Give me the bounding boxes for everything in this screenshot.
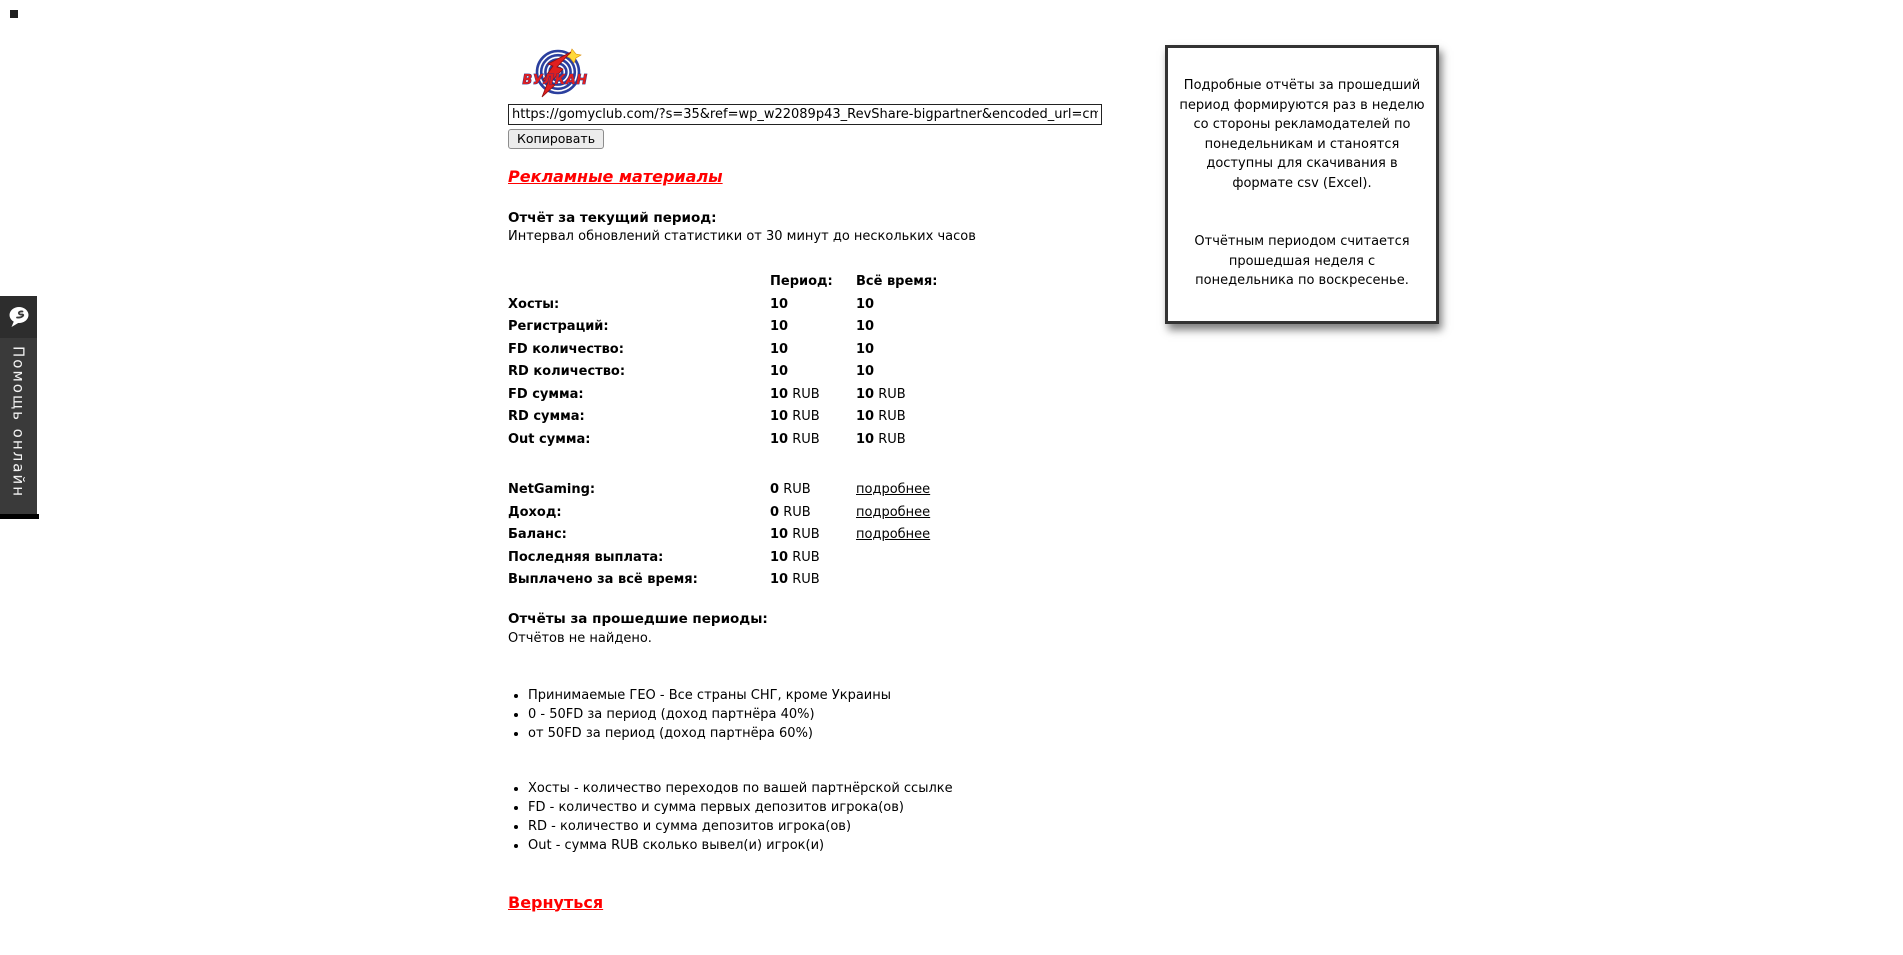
summary-unit: RUB — [783, 482, 811, 497]
table-row — [508, 294, 1128, 317]
alltime-value: 10 — [856, 341, 875, 357]
table-row — [508, 316, 1128, 339]
list-item: • от 50FD за период (доход партнёра 60%) — [528, 724, 1128, 743]
alltime-unit: RUB — [878, 386, 906, 402]
past-reports-heading: Отчёты за прошедшие периоды: — [508, 610, 768, 627]
row-label: Регистраций: — [508, 319, 609, 334]
summary-value: 10 — [770, 549, 789, 565]
table-row — [508, 429, 1128, 452]
row-label: Хосты: — [508, 296, 560, 312]
row-label: RD количество: — [508, 364, 626, 379]
summary-value: 10 — [770, 572, 789, 587]
help-tab-shadow — [0, 514, 39, 519]
period-value: 10 — [770, 364, 789, 379]
alltime-unit: RUB — [878, 431, 906, 447]
row-label: FD сумма: — [508, 386, 584, 402]
income-details-link[interactable]: подробнее — [856, 504, 931, 520]
online-help-tab[interactable] — [0, 296, 37, 519]
table-header-row — [508, 271, 1128, 294]
summary-value: 0 — [770, 504, 780, 520]
col-alltime-header: Всё время: — [856, 274, 938, 289]
alltime-value: 10 — [856, 319, 875, 334]
alltime-value: 10 — [856, 296, 875, 312]
referral-url-input[interactable] — [508, 104, 1102, 125]
list-item: • RD - количество и сумма депозитов игрока(ов) — [528, 817, 1128, 836]
table-row — [508, 524, 1128, 547]
table-gap — [508, 451, 1128, 479]
period-value: 10 — [770, 409, 789, 424]
table-row — [508, 502, 1128, 525]
alltime-value: 10 — [856, 431, 875, 447]
past-reports-empty: Отчётов не найдено. — [508, 630, 652, 646]
svg-text:ВУЛКАН: ВУЛКАН — [522, 73, 588, 88]
alltime-value: 10 — [856, 386, 875, 402]
table-row — [508, 384, 1128, 407]
alltime-value: 10 — [856, 409, 875, 424]
terms-list — [508, 686, 1128, 743]
summary-value: 10 — [770, 527, 789, 542]
summary-unit: RUB — [792, 572, 820, 587]
row-label: Out сумма: — [508, 431, 591, 447]
alltime-value: 10 — [856, 364, 875, 379]
table-row — [508, 569, 1128, 592]
period-value: 10 — [770, 431, 789, 447]
row-label: Баланс: — [508, 527, 567, 542]
stats-table — [508, 271, 1128, 592]
list-item: • Хосты - количество переходов по вашей партнёрской ссылке — [528, 779, 1128, 798]
period-value: 10 — [770, 319, 789, 334]
table-row — [508, 547, 1128, 570]
table-row — [508, 479, 1128, 502]
alltime-unit: RUB — [878, 409, 906, 424]
update-interval-note: Интервал обновлений статистики от 30 минут до нескольких часов — [508, 229, 976, 244]
period-unit: RUB — [792, 431, 820, 447]
help-label-box[interactable] — [0, 338, 37, 514]
period-value: 10 — [770, 341, 789, 357]
list-item: • Out - сумма RUB сколько вывел(и) игрок(и) — [528, 836, 1128, 855]
weekly-reports-info-box — [1165, 45, 1439, 324]
list-item: • Принимаемые ГЕО - Все страны СНГ, кроме Украины — [528, 686, 1128, 705]
vulkan-logo-image — [522, 48, 588, 98]
current-period-heading: Отчёт за текущий период: — [508, 210, 717, 226]
list-item: • 0 - 50FD за период (доход партнёра 40%) — [528, 705, 1128, 724]
row-label: Доход: — [508, 504, 562, 520]
row-label: Выплачено за всё время: — [508, 572, 698, 587]
period-unit: RUB — [792, 386, 820, 402]
period-unit: RUB — [792, 409, 820, 424]
row-label: NetGaming: — [508, 482, 596, 497]
definitions-list — [508, 779, 1128, 855]
chat-icon-box[interactable] — [0, 296, 37, 338]
table-row — [508, 339, 1128, 362]
info-paragraph-2: Отчётным периодом считается прошедшая неделя с понедельника по воскресенье. — [1194, 234, 1410, 288]
row-label: Последняя выплата: — [508, 549, 664, 565]
col-period-header: Период: — [770, 274, 833, 289]
corner-mark — [10, 10, 18, 18]
back-link[interactable]: Вернуться — [508, 892, 604, 912]
vulkan-logo — [522, 48, 588, 98]
row-label: RD сумма: — [508, 409, 585, 424]
main-content — [508, 40, 1128, 912]
netgaming-details-link[interactable]: подробнее — [856, 482, 931, 497]
table-row — [508, 361, 1128, 384]
promo-materials-link[interactable]: Рекламные материалы — [508, 167, 723, 186]
list-item: • FD - количество и сумма первых депозитов игрока(ов) — [528, 798, 1128, 817]
summary-unit: RUB — [783, 504, 811, 520]
chat-bubble-icon — [7, 305, 31, 329]
balance-details-link[interactable]: подробнее — [856, 527, 931, 542]
summary-unit: RUB — [792, 549, 820, 565]
period-value: 10 — [770, 296, 789, 312]
info-paragraph-1: Подробные отчёты за прошедший период формируются раз в неделю со стороны рекламодателей по понедельникам и станоятся доступны для скачивания в формате csv (Excel). — [1179, 78, 1425, 191]
summary-unit: RUB — [792, 527, 820, 542]
copy-button[interactable]: Копировать — [508, 129, 604, 149]
summary-value: 0 — [770, 482, 780, 497]
period-value: 10 — [770, 386, 789, 402]
table-row — [508, 406, 1128, 429]
row-label: FD количество: — [508, 341, 624, 357]
help-tab-label: Помощь онлайн — [9, 346, 28, 499]
